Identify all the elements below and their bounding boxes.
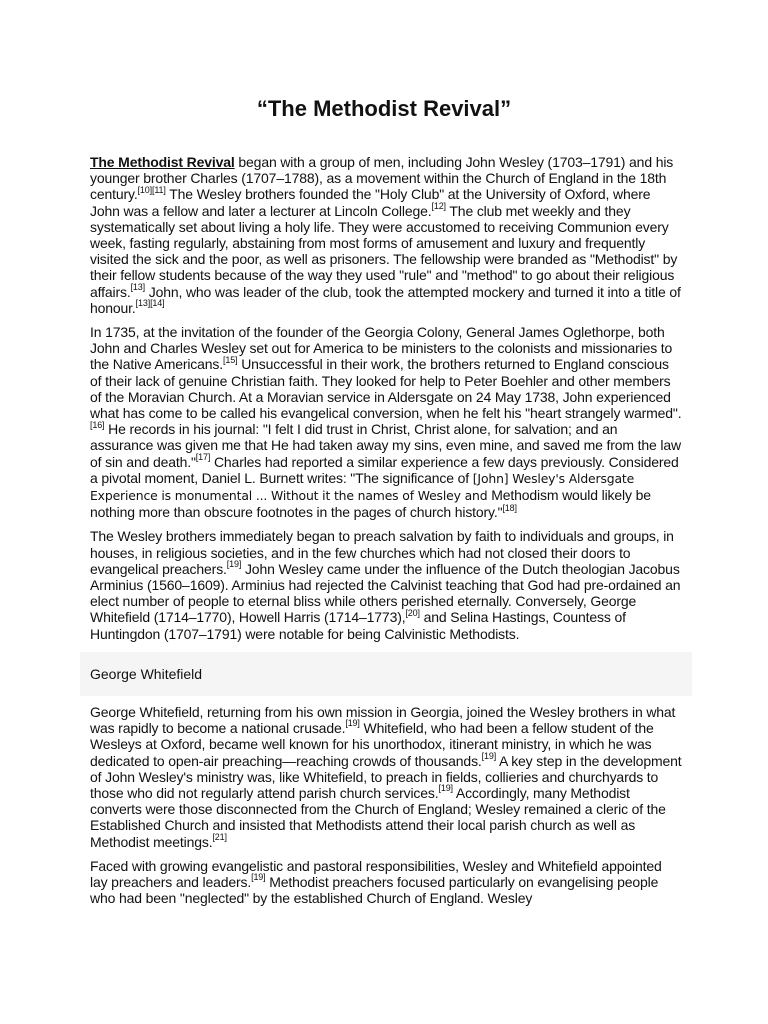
paragraph-text: A key step in the development of John Wesley's ministry was, like Whitefield, to preach in fields, collieries and churchyards to those who did not regularly attend parish church services. [90,752,682,801]
paragraph-text: The Wesley brothers founded the "Holy Club" at the University of Oxford, where John was a fellow and later a lecturer at Lincoln College. [90,186,651,219]
page-title: “The Methodist Revival” [256,96,512,121]
paragraph-text: John, who was leader of the club, took the attempted mockery and turned it into a title of honour. [90,283,681,316]
paragraph-text: Unsuccessful in their work, the brothers returned to England conscious of their lack of genuine Christian faith. They looked for help to Peter Boehler and other members of the Moravian Church. At a Moravian service in Aldersgate on 24 May 1738, John experienced what has come to be called his evangelical conversion, when he felt his "heart strangely warmed". [90,356,682,422]
citation-ref[interactable]: [17] [195,452,211,462]
paragraph-text: John Wesley came under the influence of the Dutch theologian Jacobus Arminius (1560–1609). Arminius had rejected the Calvinist teaching that God had pre-ordained an elect number of people to eternal bliss while others perished eternally. Conversely, George Whitefield (1714–1770), Howell Harris (1714–1773), [90,560,681,626]
paragraph-text: The Wesley brothers immediately began to preach salvation by faith to individuals and groups, in houses, in religious societies, and in the few churches which had not closed their doors to evangelical preachers. [90,528,674,577]
citation-ref[interactable]: [13][14] [135,298,165,309]
citation-ref[interactable]: [20] [405,607,420,618]
citation-ref[interactable]: [19] [438,783,453,794]
paragraph-2 [90,324,682,520]
paragraph-text: began with a group of men, including John Wesley (1703–1791) and his younger brother Charles (1707–1788), as a movement within the Church of England in the 18th century. [90,154,674,203]
paragraph-text: Accordingly, many Methodist converts were those disconnected from the Church of England; Wesley remained a cleric of the Established Church and insisted that Methodists attend their local parish church as well as Methodist meetings. [90,784,666,850]
paragraph-text: and Selina Hastings, Countess of Huntingdon (1707–1791) were notable for being Calvinistic Methodists. [90,609,626,642]
citation-ref[interactable]: [18] [502,502,517,513]
citation-ref[interactable]: [19] [226,559,242,570]
document-body [90,154,682,914]
paragraph-text: Charles had reported a similar experience a few days previously. Considered a pivotal moment, Daniel L. Burnett writes: "The significance of [90,453,679,486]
citation-ref[interactable]: [13] [130,281,145,292]
paragraph-4 [90,704,682,850]
paragraph-text: Methodism would likely be nothing more than obscure footnotes in the pages of church history." [90,487,651,521]
citation-ref[interactable]: [15] [223,354,238,365]
paragraph-text: Faced with growing evangelistic and pastoral responsibilities, Wesley and Whitefield appointed lay preachers and leaders. [90,857,662,890]
methodist-revival-link[interactable]: The Methodist Revival [90,154,235,170]
paragraph-3 [90,528,682,641]
paragraph-text: The club met weekly and they systematically set about living a holy life. They were accustomed to receiving Communion every week, fasting regularly, abstaining from most forms of amusement and luxury and frequently visited the sick and the poor, as well as prisoners. The fellowship were branded as "Methodist" by their fellow students because of the way they used "rule" and "method" to go about their religious affairs. [90,202,678,300]
citation-ref[interactable]: [19] [251,872,266,883]
paragraph-1 [90,154,682,316]
section-heading: George Whitefield [80,652,692,696]
citation-ref[interactable]: [10][11] [137,184,166,195]
paragraph-text: Methodist preachers focused particularly on evangelising people who had been "neglected" by the established Church of England. Wesley [90,873,659,907]
citation-ref[interactable]: [16] [90,419,105,430]
citation-ref[interactable]: [12] [431,200,446,211]
citation-ref[interactable]: [19] [481,750,497,761]
citation-ref[interactable]: [19] [345,718,360,729]
quoted-text: [John] Wesley's Aldersgate Experience is monumental ... Without it the names of Wesley and [90,470,635,504]
paragraph-5 [90,858,682,907]
paragraph-text: He records in his journal: "I felt I did trust in Christ, Christ alone, for salvation; and an assurance was given me that He had taken away my sins, even mine, and saved me from the law of sin and death." [90,421,681,470]
paragraph-text: In 1735, at the invitation of the founder of the Georgia Colony, General James Oglethorpe, both John and Charles Wesley set out for America to be ministers to the colonists and missionaries to the Native Americans. [90,324,673,373]
paragraph-text: Whitefield, who had been a fellow student of the Wesleys at Oxford, became well known for his unorthodox, itinerant ministry, in which he was dedicated to open-air preaching—reaching crowds of thousands. [90,720,654,769]
paragraph-text: George Whitefield, returning from his own mission in Georgia, joined the Wesley brothers in what was rapidly to become a national crusade. [90,703,676,737]
citation-ref[interactable]: [21] [212,831,227,842]
